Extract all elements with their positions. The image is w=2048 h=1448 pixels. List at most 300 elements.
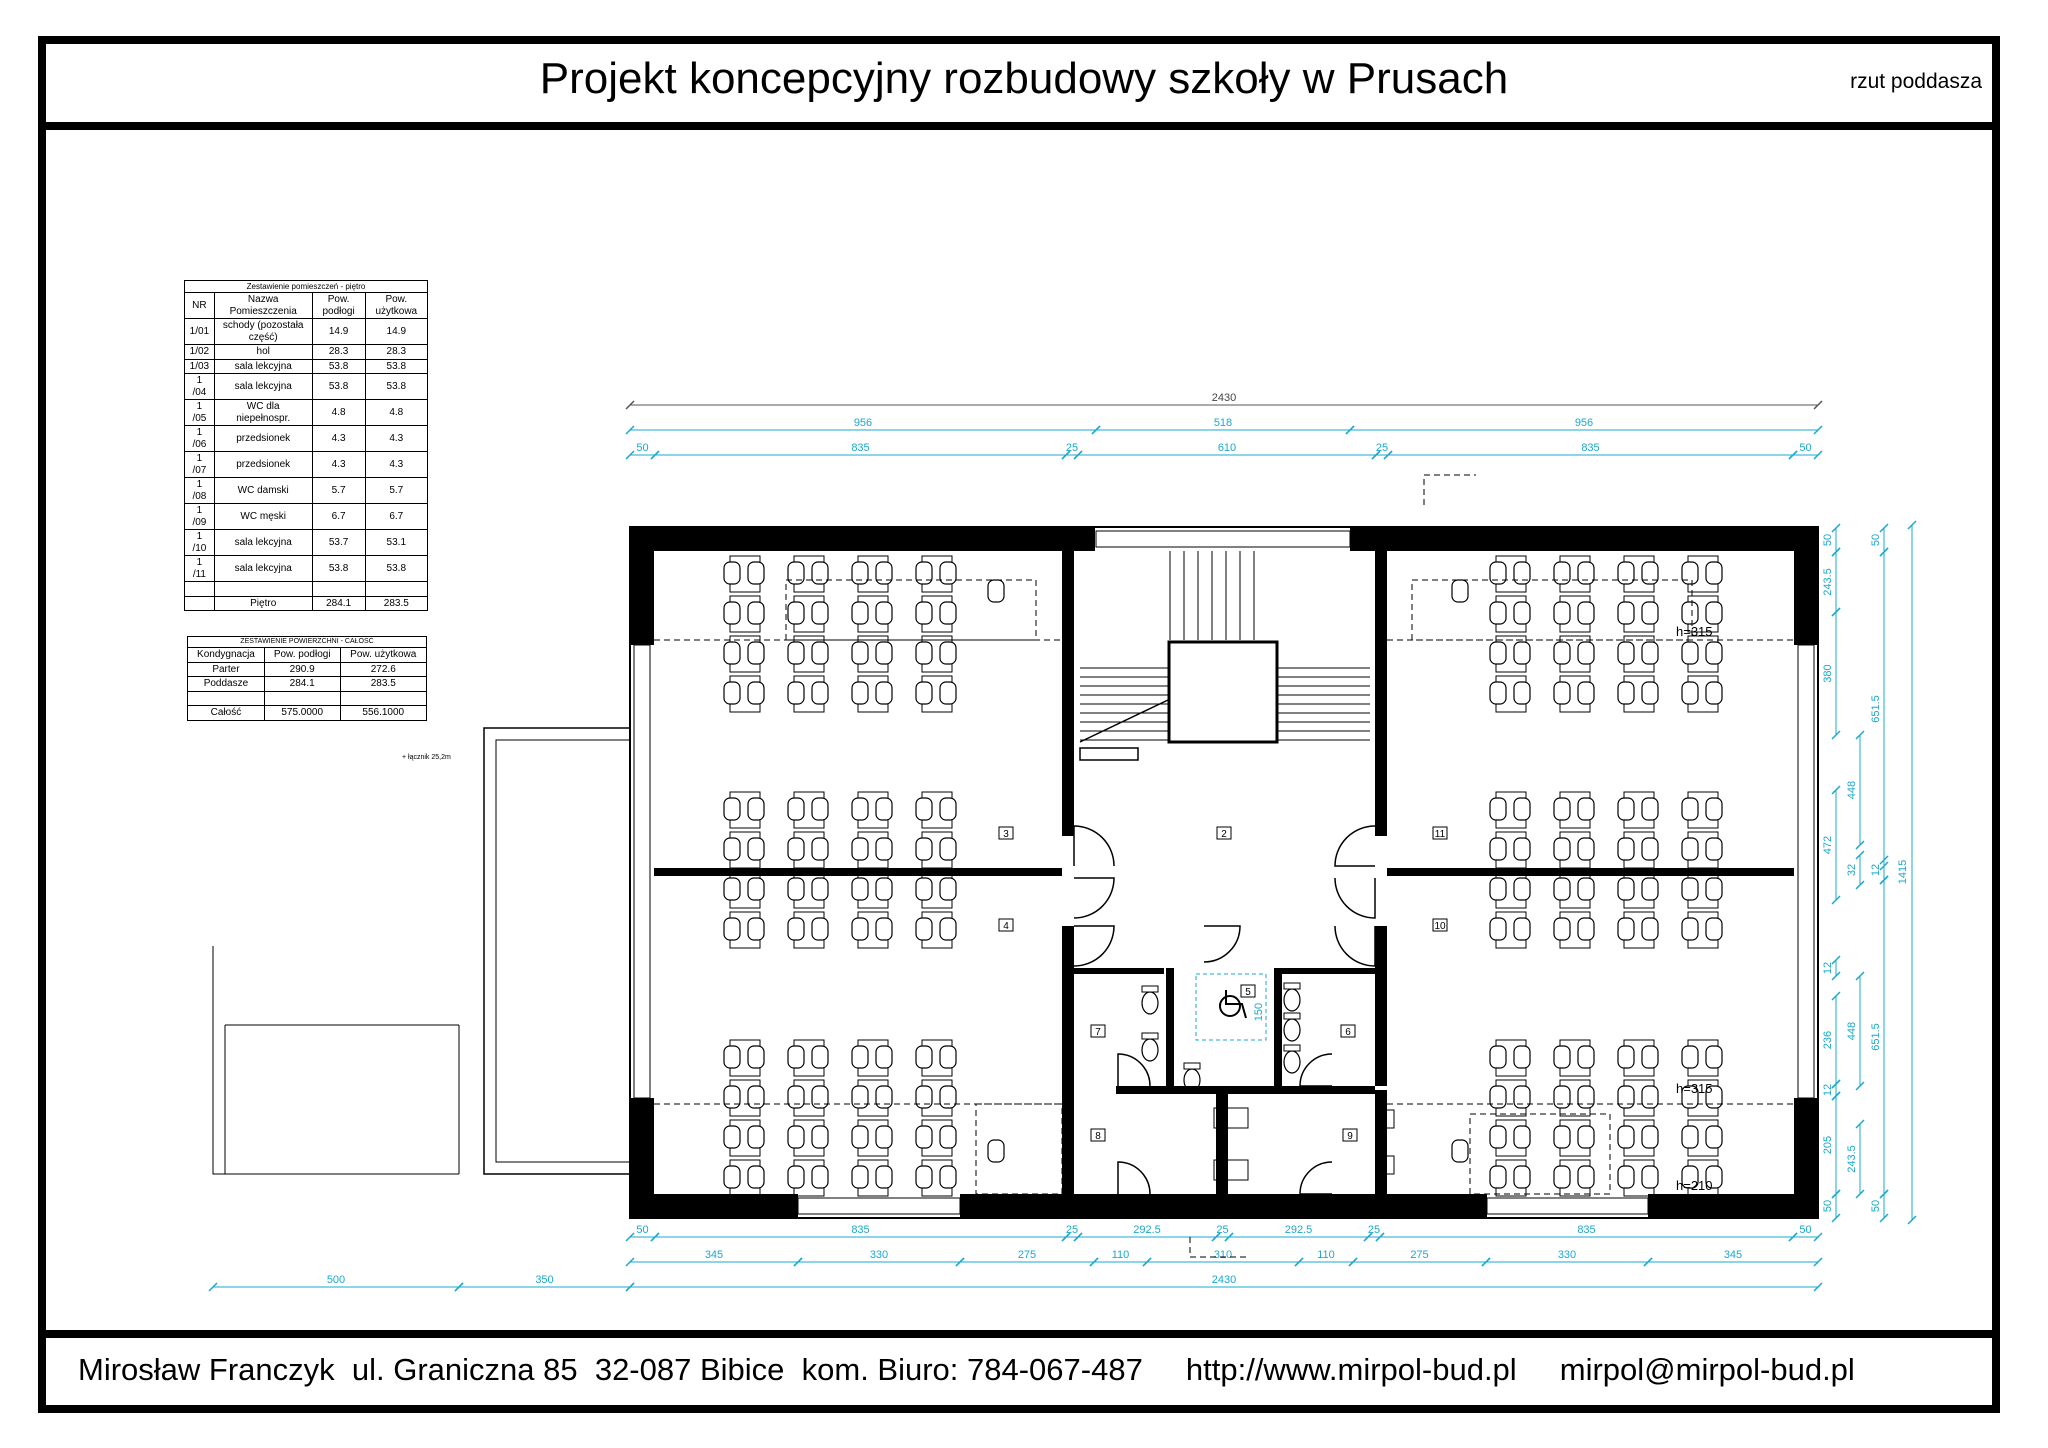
room3-lower-chair [852,918,868,940]
room3-upper-chair [940,682,956,704]
connector-outline [484,728,630,1174]
room3-lower-chair [788,918,804,940]
room3-lower-chair [916,838,932,860]
room4-chair [748,1126,764,1148]
room11-lower-chair [1642,798,1658,820]
room11-upper-chair [1554,642,1570,664]
footer-contact: Mirosław Franczyk ul. Graniczna 85 32-087 Bibice kom. Biuro: 784-067-487 http://www.mirpol-bud.pl mirpol@mirpol-bud.pl [78,1352,1855,1387]
area-header-floor: Pow. podłogi [264,648,340,663]
room11-lower-chair [1514,878,1530,900]
dim-top-mid-label: 956 [1574,417,1594,429]
outer-wall-bottom-1 [630,1194,798,1218]
room3-upper-chair [788,602,804,624]
toilet-icon-tank [1284,1013,1300,1019]
rooms-cell-name: przedsionek [214,452,312,478]
dim-top-fine-label: 835 [1581,442,1600,454]
room4-chair [876,1086,892,1108]
window-bottom-right [1487,1198,1648,1214]
dim-bot-fine-label: 25 [1367,1224,1381,1236]
door-wc5 [1204,926,1240,962]
toilet-icon-tank [1142,1033,1158,1039]
room11-upper-chair [1578,602,1594,624]
room11-upper-chair [1618,562,1634,584]
room4-chair [812,1166,828,1188]
room11-upper-chair [1682,602,1698,624]
room3-upper-chair [748,562,764,584]
room3-lower-chair [852,878,868,900]
room10-chair [1682,1046,1698,1068]
rooms-cell-usable: 53.8 [365,556,427,582]
room4-chair [852,1086,868,1108]
room3-upper-chair [876,642,892,664]
room10-chair [1514,1046,1530,1068]
stair-access-dashed [1424,475,1476,505]
room11-upper-chair [1578,642,1594,664]
rooms-cell-nr: 1 /06 [185,426,215,452]
dim-right-a-label: 50 [1822,533,1834,547]
room3-lower-chair [788,798,804,820]
room11-upper-chair [1682,682,1698,704]
room3-lower-chair [788,838,804,860]
room3-lower-chair [748,838,764,860]
room3-upper-chair [916,562,932,584]
room-number-7: 7 [1095,1027,1101,1038]
rooms-header-name: Nazwa Pomieszczenia [214,293,312,319]
room10-chair [1578,1046,1594,1068]
room11-upper-chair [1642,562,1658,584]
rooms-total-label: Piętro [214,596,312,611]
room11-lower-chair [1554,878,1570,900]
room11-upper-chair [1642,682,1658,704]
dim-right-a-label: 12 [1870,863,1882,877]
room3-upper-chair [876,602,892,624]
room11-lower-chair [1490,878,1506,900]
door-room11 [1335,826,1375,866]
room11-upper-chair [1706,642,1722,664]
area-header-level: Kondygnacja [188,648,265,663]
wall-room9-right [1375,1090,1387,1194]
room10-chair [1490,1046,1506,1068]
rooms-cell-usable: 4.3 [365,452,427,478]
dim-top-fine-label: 610 [1217,442,1237,454]
area-cell-floor: 284.1 [264,677,340,692]
room4-chair [876,1166,892,1188]
wall-core-left-upper [1062,551,1074,836]
room-number-6: 6 [1345,1027,1351,1038]
rooms-cell-floor: 6.7 [312,504,365,530]
room3-lower-chair [724,798,740,820]
rooms-cell-floor: 28.3 [312,345,365,360]
connector-outline [213,946,459,1174]
room4-chair [940,1126,956,1148]
dim-right-a-label: 448 [1846,780,1858,800]
room3-lower-chair [876,798,892,820]
room11-lower-chair [1578,878,1594,900]
toilet-icon [1284,1051,1300,1073]
connector-outline-inner [496,740,630,1162]
dim-top-total-label: 2430 [1211,392,1237,404]
room3-lower-chair [812,838,828,860]
room3-lower-chair [724,838,740,860]
dim-right-a-label: 380 [1822,664,1834,683]
dim-bot-mid-label: 345 [704,1249,724,1261]
room4-chair [876,1046,892,1068]
room3-upper-chair [940,562,956,584]
wall-core-right-upper [1375,551,1387,836]
dim-top-mid-label: 518 [1213,417,1233,429]
room11-lower-chair [1682,798,1698,820]
room10-chair [1618,1126,1634,1148]
room3-upper-chair [724,642,740,664]
room10-chair [1642,1166,1658,1188]
room4-chair [940,1166,956,1188]
room10-chair [1578,1166,1594,1188]
room3-lower-chair [812,878,828,900]
dim-bot-total-label: 2430 [1211,1274,1237,1286]
rooms-cell-nr: 1 /07 [185,452,215,478]
dim-right-b-label: 50 [1870,533,1882,547]
room3-lower-chair [940,878,956,900]
rooms-cell-nr: 1 /08 [185,478,215,504]
rooms-cell-usable: 4.8 [365,400,427,426]
room11-lower-chair [1514,918,1530,940]
room10-chair [1514,1166,1530,1188]
room4-chair [940,1086,956,1108]
room3-lower-chair [876,918,892,940]
room4-chair [788,1086,804,1108]
room11-lower-chair [1706,918,1722,940]
room11-lower-chair [1578,838,1594,860]
room11-upper-chair [1554,682,1570,704]
stair-landing-bench [1080,748,1138,760]
door-vestibule7 [1074,926,1114,966]
dim-right-a-label: 448 [1846,1021,1858,1041]
dim-right-a-label: 243.5 [1822,568,1834,596]
rooms-cell-nr: 1 /04 [185,374,215,400]
rooms-cell-usable: 53.8 [365,359,427,374]
area-table-caption: ZESTAWIENIE POWIERZCHNI - CAŁOŚĆ [188,637,427,648]
rooms-cell-floor: 4.3 [312,426,365,452]
room11-upper-chair [1490,642,1506,664]
room11-lower-chair [1554,838,1570,860]
wall-wc-top-right [1282,968,1375,974]
door-room10 [1335,878,1375,918]
room3-upper-chair [748,682,764,704]
teacher-chair [988,580,1004,602]
room3-lower-chair [748,798,764,820]
dim-right-b-label: 651.5 [1870,1023,1882,1051]
room10-chair [1642,1126,1658,1148]
room3-upper-chair [916,602,932,624]
dim-right-a-label: 472 [1822,835,1834,855]
rooms-cell-nr: 1/01 [185,319,215,345]
rooms-header-nr: NR [185,293,215,319]
room10-chair [1618,1166,1634,1188]
room3-upper-chair [852,602,868,624]
room3-lower-chair [876,878,892,900]
room3-lower-chair [724,878,740,900]
room4-chair [852,1166,868,1188]
teacher-chair [988,1140,1004,1162]
room4-chair [916,1126,932,1148]
room11-upper-chair [1706,682,1722,704]
room11-lower-chair [1618,838,1634,860]
room3-upper-chair [852,642,868,664]
room3-upper-chair [916,682,932,704]
stair-arrow [1080,700,1168,742]
room11-upper-chair [1706,562,1722,584]
wall-wc5-left [1166,968,1174,1088]
dim-bot-mid-label: 275 [1410,1249,1429,1261]
room11-upper-chair [1618,602,1634,624]
wall-mid-left [654,868,1062,876]
room3-lower-chair [940,798,956,820]
room4-chair [724,1086,740,1108]
toilet-icon-tank [1284,983,1300,989]
room11-lower-chair [1490,798,1506,820]
rooms-cell-floor: 4.8 [312,400,365,426]
room11-lower-chair [1578,798,1594,820]
room3-upper-chair [812,642,828,664]
room3-upper-chair [724,602,740,624]
room10-chair [1706,1046,1722,1068]
outer-wall-left-top [630,527,654,645]
dim-bot-fine-label: 292.5 [1284,1224,1313,1236]
room3-upper-chair [916,642,932,664]
dim-top-fine-label: 25 [1065,442,1079,454]
ceiling-height-label: h=315 [1676,1081,1713,1096]
dim-bot-fine-label: 25 [1216,1224,1229,1236]
rooms-header-usable: Pow. użytkowa [365,293,427,319]
dim-top-fine-label: 25 [1375,442,1389,454]
room11-upper-chair [1490,682,1506,704]
room3-upper-chair [788,562,804,584]
room11-upper-chair [1578,562,1594,584]
door-vestibule6 [1335,926,1375,966]
room3-upper-chair [724,682,740,704]
room3-lower-chair [724,918,740,940]
rooms-total-floor: 284.1 [312,596,365,611]
room4-chair [724,1166,740,1188]
room3-lower-chair [940,838,956,860]
room3-upper-chair [940,642,956,664]
room-number-11: 11 [1434,829,1446,840]
room11-lower-chair [1706,838,1722,860]
dim-bot-mid-label: 110 [1111,1249,1130,1261]
room10-chair [1578,1126,1594,1148]
room3-lower-chair [812,798,828,820]
room3-lower-chair [788,878,804,900]
rooms-cell-floor: 53.7 [312,530,365,556]
dim-right-a-label: 236 [1822,1030,1834,1050]
room4-chair [940,1046,956,1068]
area-note: + łącznik 25,2m [402,754,451,761]
toilet-icon-tank [1184,1063,1200,1069]
rooms-cell-name: sala lekcyjna [214,530,312,556]
room11-lower-chair [1682,838,1698,860]
room11-upper-chair [1618,642,1634,664]
room4-chair [852,1126,868,1148]
rooms-cell-name: schody (pozostała część) [214,319,312,345]
rooms-cell-name: WC męski [214,504,312,530]
room3-lower-chair [852,838,868,860]
rooms-cell-usable: 53.1 [365,530,427,556]
dim-bot-total-label: 500 [326,1274,346,1286]
wheelchair-icon [1220,996,1240,1016]
dim-right-total-label: 1415 [1897,859,1909,885]
room-number-9: 9 [1347,1131,1353,1142]
area-total-label: Całość [188,706,265,721]
door-wc9-upper [1300,1054,1332,1086]
teacher-chair [1452,1140,1468,1162]
dim-bot-total-label: 350 [535,1274,554,1286]
room4-chair [876,1126,892,1148]
room4-chair [748,1046,764,1068]
room3-upper-chair [876,682,892,704]
dim-top-fine-label: 50 [636,442,649,454]
room3-upper-chair [940,602,956,624]
room-number-2: 2 [1221,829,1227,840]
rooms-header-floor: Pow. podłogi [312,293,365,319]
room11-lower-chair [1514,838,1530,860]
rooms-cell-usable: 5.7 [365,478,427,504]
rooms-cell-nr: 1 /11 [185,556,215,582]
outer-wall-bottom-4 [1648,1194,1818,1218]
room3-lower-chair [748,878,764,900]
furniture-layer [213,475,1794,1257]
toilet-icon [1142,992,1158,1014]
rooms-cell-usable: 14.9 [365,319,427,345]
room11-lower-chair [1682,878,1698,900]
room11-lower-chair [1618,878,1634,900]
drawing-subtitle: rzut poddasza [1850,70,1982,93]
dim-right-b-label: 651.5 [1870,695,1882,723]
room3-upper-chair [748,602,764,624]
room10-chair [1554,1086,1570,1108]
room4-chair [788,1126,804,1148]
rooms-cell-usable: 6.7 [365,504,427,530]
room-number-10: 10 [1434,921,1446,932]
rooms-cell-floor: 53.8 [312,359,365,374]
rooms-total-usable: 283.5 [365,596,427,611]
rooms-cell-name: WC dla niepełnospr. [214,400,312,426]
stair-void [1169,642,1277,742]
rooms-cell-name: sala lekcyjna [214,359,312,374]
room11-upper-chair [1514,682,1530,704]
room10-chair [1554,1126,1570,1148]
wall-mid-right [1387,868,1794,876]
room10-chair [1490,1086,1506,1108]
room11-lower-chair [1514,798,1530,820]
room11-lower-chair [1642,918,1658,940]
room3-upper-chair [852,562,868,584]
room11-upper-chair [1642,602,1658,624]
rooms-cell-nr: 1 /09 [185,504,215,530]
room3-upper-chair [788,682,804,704]
rooms-cell-nr: 1/02 [185,345,215,360]
area-cell-usable: 283.5 [340,677,427,692]
room4-chair [724,1046,740,1068]
area-cell-level: Parter [188,662,265,677]
room4-chair [916,1046,932,1068]
room3-upper-chair [876,562,892,584]
room10-chair [1642,1046,1658,1068]
room3-lower-chair [876,838,892,860]
dim-right-a-label: 205 [1822,1135,1834,1155]
rooms-cell-name: sala lekcyjna [214,556,312,582]
room11-upper-chair [1490,602,1506,624]
dim-bot-mid-label: 275 [1017,1249,1037,1261]
room11-lower-chair [1578,918,1594,940]
wall-core-left-lower [1062,926,1074,1194]
area-cell-usable: 272.6 [340,662,427,677]
rooms-cell-floor: 53.8 [312,556,365,582]
outer-wall-top-right [1350,527,1818,551]
room-number-5: 5 [1245,987,1251,998]
room11-lower-chair [1618,918,1634,940]
toilet-icon-tank [1284,1045,1300,1051]
room11-upper-chair [1490,562,1506,584]
room10-chair [1706,1126,1722,1148]
dim-right-a-label: 12 [1822,1083,1834,1097]
room10-chair [1514,1126,1530,1148]
room10-chair [1618,1086,1634,1108]
rooms-cell-nr: 1/03 [185,359,215,374]
toilet-icon-tank [1142,986,1158,992]
dim-bot-fine-label: 25 [1065,1224,1079,1236]
room11-upper-chair [1706,602,1722,624]
room3-lower-chair [940,918,956,940]
wall-wc-center [1216,1094,1228,1194]
room10-chair [1554,1046,1570,1068]
rooms-cell-name: sala lekcyjna [214,374,312,400]
room11-upper-chair [1514,602,1530,624]
rooms-cell-floor: 53.8 [312,374,365,400]
dim-right-a-label: 32 [1846,863,1858,877]
ceiling-height-label: h=315 [1676,624,1713,639]
dim-bot-fine-label: 50 [636,1224,649,1236]
door-wc8-lower [1118,1162,1150,1194]
room11-lower-chair [1706,798,1722,820]
room4-chair [788,1166,804,1188]
wall-core-right-lower [1375,926,1387,1086]
room11-lower-chair [1642,878,1658,900]
room3-lower-chair [916,918,932,940]
dim-right-a-label: 12 [1822,961,1834,975]
outer-wall-bottom-3 [1353,1194,1487,1218]
dim-bot-mid-label: 345 [1723,1249,1743,1261]
room3-lower-chair [812,918,828,940]
room10-chair [1578,1086,1594,1108]
rooms-cell-usable: 4.3 [365,426,427,452]
walls-layer [630,527,1818,1218]
room11-lower-chair [1682,918,1698,940]
window-right [1798,645,1814,1098]
room4-chair [812,1046,828,1068]
room3-lower-chair [852,798,868,820]
room11-lower-chair [1490,838,1506,860]
area-cell-floor: 290.9 [264,662,340,677]
room11-upper-chair [1642,642,1658,664]
rooms-cell-usable: 53.8 [365,374,427,400]
rooms-cell-name: przedsionek [214,426,312,452]
dim-bot-fine-label: 835 [1577,1224,1596,1236]
room10-chair [1618,1046,1634,1068]
room-number-3: 3 [1003,829,1009,840]
ceiling-height-label: h=210 [1676,1178,1713,1193]
dim-top-mid-label: 956 [853,417,873,429]
dim-right-a-label: 243.5 [1846,1145,1858,1173]
